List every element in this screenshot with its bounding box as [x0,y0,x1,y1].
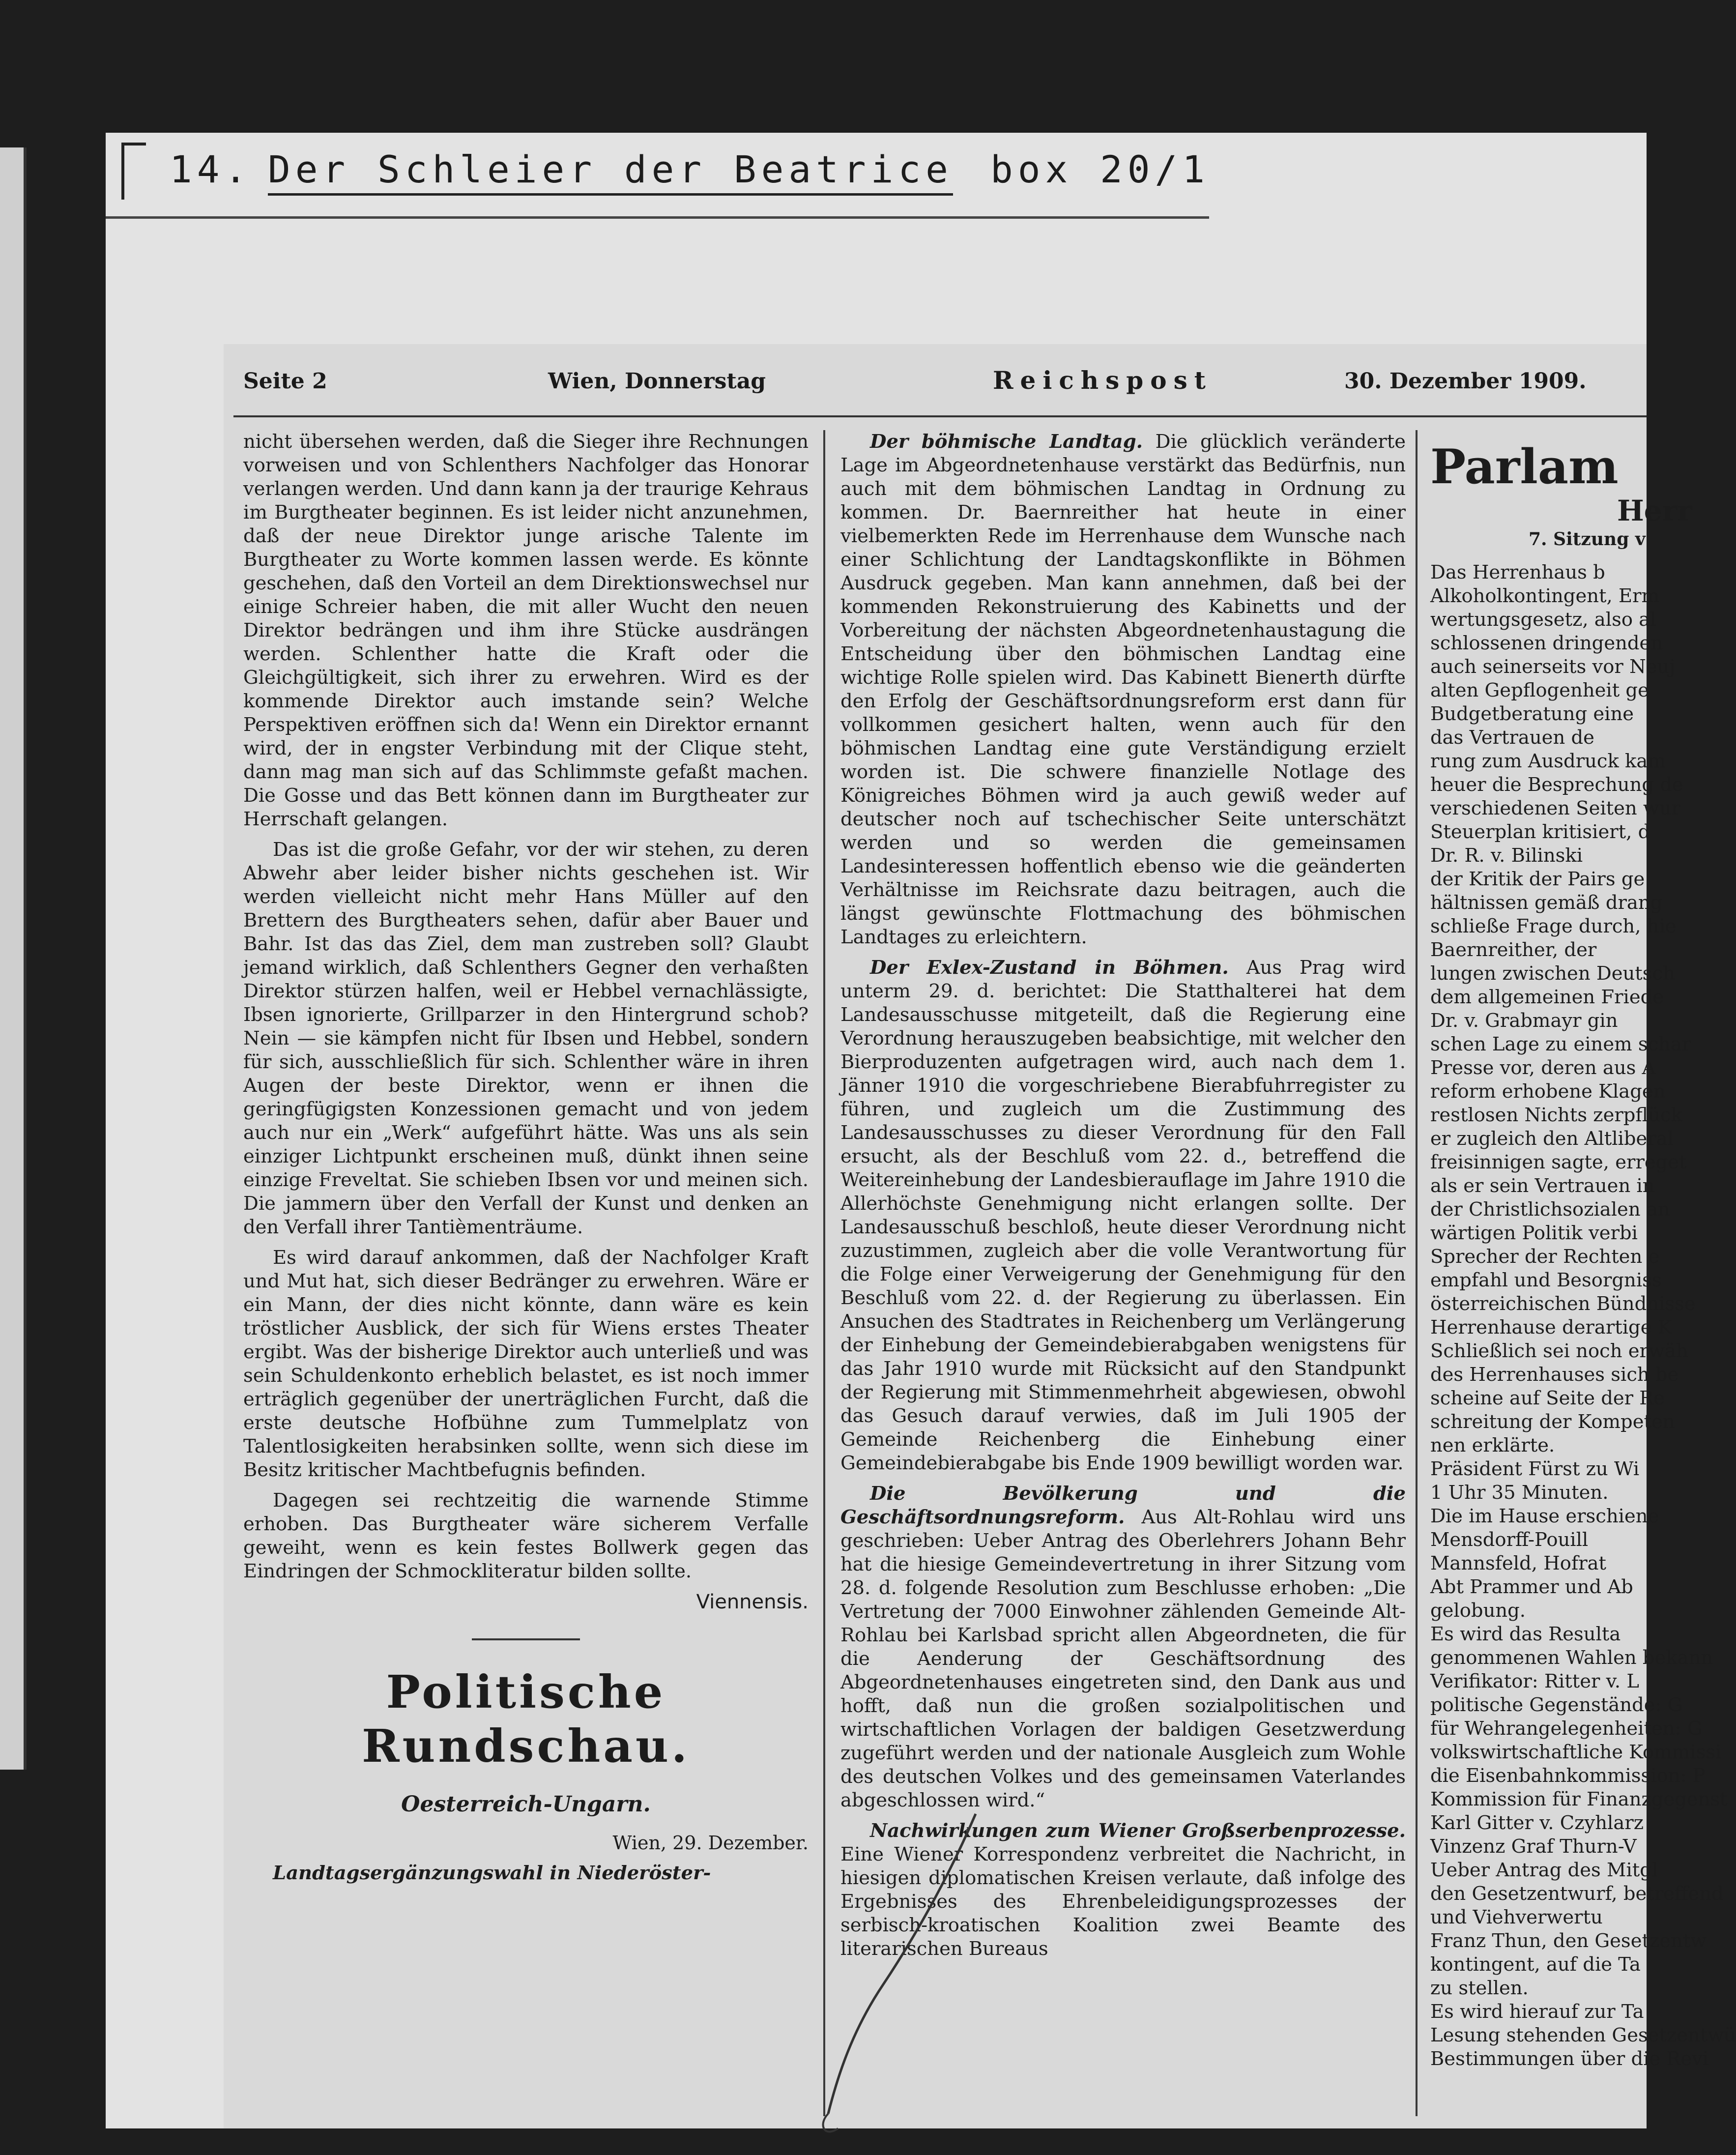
issue-date: 30. Dezember 1909. [1344,369,1587,394]
corner-bracket [121,143,146,200]
paragraph-heading: Der böhmische Landtag. [870,431,1143,453]
text-line: Karl Gitter v. Czyhlarz [1430,1812,1644,1834]
paragraph-body: Eine Wiener Korrespondenz verbreitet die Nachricht, in hiesigen diplomatischen Kreisen verlaute, daß infolge des Ergebnisses des Ehrenbeleidigungsprozesses der serbisch-kroatischen Koalition zwei Beamte des literarischen Bureaus [840,1843,1406,1960]
text-line: Mannsfeld, Hofrat [1430,1552,1607,1574]
newspaper-clipping [224,344,1736,2128]
text-line: Kommission für Finanzgegenst [1430,1788,1728,1810]
column-3 [1430,430,1736,2126]
column-3-lines [1430,561,1736,2071]
paragraph-body: Die glücklich veränderte Lage im Abgeordnetenhause verstärkt das Bedürfnis, nun auch mit dem böhmischen Landtag in Ordnung zu kommen. Dr. Baernreither hat heute in einer vielbemerkten Rede im Herrenhause dem Wunsche nach einer Schlichtung der Landtagskonflikte in Böhmen Ausdruck gegeben. Man kann annehmen, daß bei der kommenden Rekonstruierung des Kabinetts und der Vorbereitung der nächsten Abgeordnetenhaustagung die Entscheidung über den böhmischen Landtag eine wichtige Rolle spielen wird. Das Kabinett Bienerth dürfte den Erfolg der Geschäftsordnungsreform erst dann für vollkommen gesichert halten, wenn auch für den böhmischen Landtag eine gute Verständigung erzielt worden ist. Die schwere finanzielle Notlage des Königreiches Böhmen wird ja auch gewiß weder auf deutscher noch auf tschechischer Seite unterschätzt werden und so werden die gemeinsamen Landesinteressen hoffentlich ebenso wie die geänderten Verhältnisse im Reichsrate dazu beitragen, auch die längst gewünschte Flottmachung des böhmischen Landtages zu erleichtern. [840,431,1406,948]
text-line: Dr. R. v. Bilinski [1430,845,1583,867]
text-line: Präsident Fürst zu Wi [1430,1458,1640,1480]
text-line: Schließlich sei noch erwäh [1430,1340,1688,1362]
column-3-subheading: Herr [1617,494,1692,527]
page-number: Seite 2 [243,369,327,394]
text-line: Baernreither, der [1430,939,1597,961]
text-line: Franz Thun, den Gesetzentw [1430,1930,1707,1952]
text-line: 1 Uhr 35 Minuten. [1430,1482,1609,1504]
text-line: empfahl und Besorgniss [1430,1269,1662,1291]
paragraph-heading: Nachwirkungen zum Wiener Großserbenprozesse. [870,1820,1406,1842]
text-line: Sprecher der Rechten e [1430,1246,1660,1268]
text-line: Das Herrenhaus b [1430,561,1605,583]
text-line: Steuerplan kritisiert, d [1430,821,1650,843]
article-paragraph [243,1862,809,1885]
archive-box: box 20/1 [990,147,1210,191]
text-line: gelobung. [1430,1600,1526,1622]
article-paragraph: Es wird darauf ankommen, daß der Nachfolger Kraft und Mut hat, sich dieser Bedränger zu erwehren. Wäre er ein Mann, der dies nicht könnte, dann wäre es kein tröstlicher Ausblick, der sich für Wiens erstes Theater ergibt. Was der bisherige Direktor auch unterließ und was sein Schuldenkonto erheblich belastet, es ist noch immer erträglich gegenüber der unerträglichen Furcht, daß die erste deutsche Hofbühne zum Tummelplatz von Talentlosigkeiten herabsinken sollte, wenn sich diese im Besitz kritischer Machtbefugnis befinden. [243,1247,809,1481]
text-line: auch seinerseits vor Neuj [1430,656,1676,678]
article-paragraph: Dagegen sei rechtzeitig die warnende Stimme erhoben. Das Burgtheater wäre sicherem Verfalle geweiht, wenn es kein festes Bollwerk gegen das Eindringen der Schmockliteratur bilden sollte. [243,1489,809,1582]
signature: Viennensis. [696,1591,809,1613]
archive-sheet [106,133,1736,2128]
text-line: der Christlichsozialen an [1430,1198,1670,1221]
article-paragraph: nicht übersehen werden, daß die Sieger ihre Rechnungen vorweisen und von Schlenthers Nachfolger das Honorar verlangen werden. Und dann kann ja der traurige Kehraus im Burgtheater beginnen. Es ist leider nicht anzunehmen, daß der neue Direktor junge arische Talente im Burgtheater zu Worte kommen lassen werde. Es könnte geschehen, daß den Vorteil an dem Direktionswechsel nur einige Schreier haben, die mit aller Wucht den neuen Direktor bedrängen und ihm ihre Stücke ausdrängen werden. Schlenther hatte die Kraft oder die Gleichgültigkeit, sich ihrer zu erwehren. Wird es der kommende Direktor auch imstande sein? Welche Perspektiven eröffnen sich da! Wenn ein Direktor ernannt wird, der in engster Verbindung mit der Clique steht, dann mag man sich auf das Schlimmste gefaßt machen. Die Gosse und das Bett können dann im Burgtheater zur Herrschaft gelangen. [243,431,809,830]
text-line: Presse vor, deren aus A [1430,1057,1656,1079]
article-paragraph [840,430,1406,949]
text-line: wertungsgesetz, also al [1430,609,1656,631]
text-line: schreitung der Kompeten [1430,1411,1675,1433]
text-line: freisinnigen sagte, erreget [1430,1151,1687,1173]
column-3-session: 7. Sitzung v [1529,529,1646,550]
article-paragraph [840,1482,1406,1812]
header-rule [106,216,1209,219]
article-paragraph [840,956,1406,1475]
text-line: schlossenen dringenden [1430,632,1663,654]
text-line: lungen zwischen Deutsch [1430,962,1675,985]
section-title: Politische Rundschau. [362,1665,690,1773]
pen-mark [809,1799,1005,2143]
text-line: politische Gegenstände: G [1430,1694,1683,1716]
text-line: Es wird hierauf zur Ta [1430,2001,1644,2023]
column-3-heading: Parlam [1430,439,1619,495]
text-line: Ueber Antrag des Mitgl [1430,1859,1658,1881]
archive-number: 14. [170,147,252,191]
paragraph-body: Aus Prag wird unterm 29. d. berichtet: Die Statthalterei hat dem Landesausschusse mitgeteilt, daß die Regierung eine Verordnung herauszugeben beabsichtige, mit welcher den Bierproduzenten aufgetragen wird, auch nach dem 1. Jänner 1910 die vorgeschriebene Bierabfuhrregister zu führen, und zugleich um die Zustimmung des Landesausschusses zu dieser Verordnung für den Fall ersucht, als der Beschluß vom 22. d., betreffend die Weitereinhebung der Landesbierauflage im Jahre 1910 die Allerhöchste Genehmigung nicht erlangen sollte. Der Landesausschuß beschloß, heute dieser Verordnung nicht zuzustimmen, zugleich aber die volle Verantwortung für die Folge einer Verweigerung der Genehmigung für den Beschluß vom 22. d. der Regierung zu überlassen. Ein Ansuchen des Stadtrates in Reichenberg um Verlängerung der Einhebung der Gemeindebierabgaben wenigstens für das Jahr 1910 wurde mit Rücksicht auf den Standpunkt der Regierung mit Stimmenmehrheit abgewiesen, obwohl das Gesuch darauf verwies, daß im Juli 1905 der Gemeinde Reichenberg die Einhebung einer Gemeindebierabgabe bis Ende 1909 bewilligt worden war. [840,957,1406,1474]
text-line: schen Lage zu einem schar [1430,1033,1691,1055]
text-line: und Viehverwertu [1430,1906,1603,1928]
text-line: Mensdorff-Pouill [1430,1529,1589,1551]
text-line: zu stellen. [1430,1977,1529,1999]
text-line: Die im Hause erschiene [1430,1505,1659,1527]
text-line: des Herrenhauses sich be [1430,1364,1679,1386]
text-line: Lesung stehenden Gesetzentwü [1430,2024,1736,2046]
text-line: reform erhobene Klagen [1430,1080,1666,1103]
text-line: alten Gepflogenheit ge [1430,679,1649,701]
adjacent-page-edge [0,147,27,1770]
text-line: die Eisenbahnkommission: P [1430,1765,1706,1787]
archive-title: Der Schleier der Beatrice [268,147,953,196]
text-line: hältnissen gemäß drang [1430,892,1663,914]
section-divider [472,1638,580,1640]
article-paragraph: Das ist die große Gefahr, vor der wir stehen, zu deren Abwehr aber leider bisher nichts geschehen ist. Wir werden vielleicht nicht mehr Hans Müller auf den Brettern des Burgtheaters sehen, dafür aber Bauer und Bahr. Ist das das Ziel, dem man zustreben soll? Glaubt jemand wirklich, daß Schlenthers Gegner den verhaßten Direktor stürzen halfen, weil er Hebbel vernachlässigte, Ibsen ignorierte, Grillparzer in den Hintergrund schob? Nein — sie kämpfen nicht für Ibsen und Hebbel, sondern für sich, ausschließlich für sich. Schlenther wäre in ihren Augen der beste Direktor, wenn er ihnen die geringfügigsten Konzessionen gemacht und von jedem auch nur ein „Werk“ aufgeführt hätte. Was uns als sein einziger Lichtpunkt erscheinen muß, dünkt ihnen seine einzige Freveltat. Sie schieben Ibsen vor und meinen sich. Die jammern über den Verfall der Kunst und denken an den Verfall ihrer Tantièmenträume. [243,839,809,1238]
text-line: kontingent, auf die Ta [1430,1953,1641,1976]
text-line: Herrenhause derartige K [1430,1316,1672,1339]
masthead-rule [233,415,1647,417]
text-line: Bestimmungen über die Revi [1430,2048,1709,2070]
text-line: Vinzenz Graf Thurn-V [1430,1835,1637,1858]
text-line: für Wehrangelegenheiten: G [1430,1718,1703,1740]
text-line: Abt Prammer und Ab [1430,1576,1633,1598]
text-line: verschiedenen Seiten wur [1430,797,1681,819]
paragraph-heading: Landtagsergänzungswahl in Niederöster- [273,1862,711,1884]
text-line: heuer die Besprechung de [1430,774,1683,796]
text-line: Es wird das Resulta [1430,1623,1621,1645]
paragraph-heading: Der Exlex-Zustand in Böhmen. [870,957,1229,979]
text-line: als er sein Vertrauen in [1430,1175,1655,1197]
text-line: österreichischen Bündnisse [1430,1293,1696,1315]
text-line: Verifikator: Ritter v. L [1430,1670,1639,1692]
text-line: den Gesetzentwurf, betreffend [1430,1883,1724,1905]
text-line: das Vertrauen de [1430,727,1594,749]
text-line: der Kritik der Pairs ge [1430,868,1645,890]
paper-name: Reichspost [993,366,1213,395]
text-line: restlosen Nichts zerpflück [1430,1104,1682,1126]
paragraph-body: Aus Alt-Rohlau wird uns geschrieben: Ueber Antrag des Oberlehrers Johann Behr hat die hiesige Gemeindevertretung in ihrer Sitzung vom 28. d. folgende Resolution zum Beschlusse erhoben: „Die Vertretung der 7000 Einwohner zählenden Gemeinde Alt-Rohlau bei Karlsbad spricht allen Abgeordneten, die für die Aenderung der Geschäftsordnung des Abgeordnetenhauses eingetreten sind, den Dank aus und hofft, daß nun die großen sozialpolitischen und wirtschaftlichen Vorlagen der baldigen Gesetzwerdung zugeführt werden und der nationale Ausgleich zum Wohle des deutschen Volkes und des gemeinsamen Vaterlandes abgeschlossen wird.“ [840,1506,1406,1811]
place-day: Wien, Donnerstag [548,369,766,394]
paragraph-heading: Die Bevölkerung und die Geschäftsordnungsreform. [840,1483,1406,1528]
text-line: Budgetberatung eine [1430,703,1634,725]
masthead [224,344,1647,413]
column-1 [243,430,809,2101]
text-line: rung zum Ausdruck kam [1430,750,1666,772]
text-line: nen erklärte. [1430,1434,1555,1456]
text-line: scheine auf Seite der Re [1430,1387,1665,1409]
text-line: wärtigen Politik verbi [1430,1222,1638,1244]
text-line: er zugleich den Altliberal [1430,1128,1674,1150]
column-rule [1416,430,1418,2116]
text-line: Dr. v. Grabmayr gin [1430,1010,1618,1032]
section-subtitle: Oesterreich-Ungarn. [401,1792,651,1817]
text-line: Alkoholkontingent, Erm [1430,585,1659,607]
text-line: dem allgemeinen Friede [1430,986,1664,1008]
text-line: schließe Frage durch, hie [1430,915,1677,937]
dateline: Wien, 29. Dezember. [612,1832,809,1854]
text-line: volkswirtschaftliche Kommissi [1430,1741,1722,1763]
text-line: genommenen Wahlen bekann [1430,1647,1713,1669]
